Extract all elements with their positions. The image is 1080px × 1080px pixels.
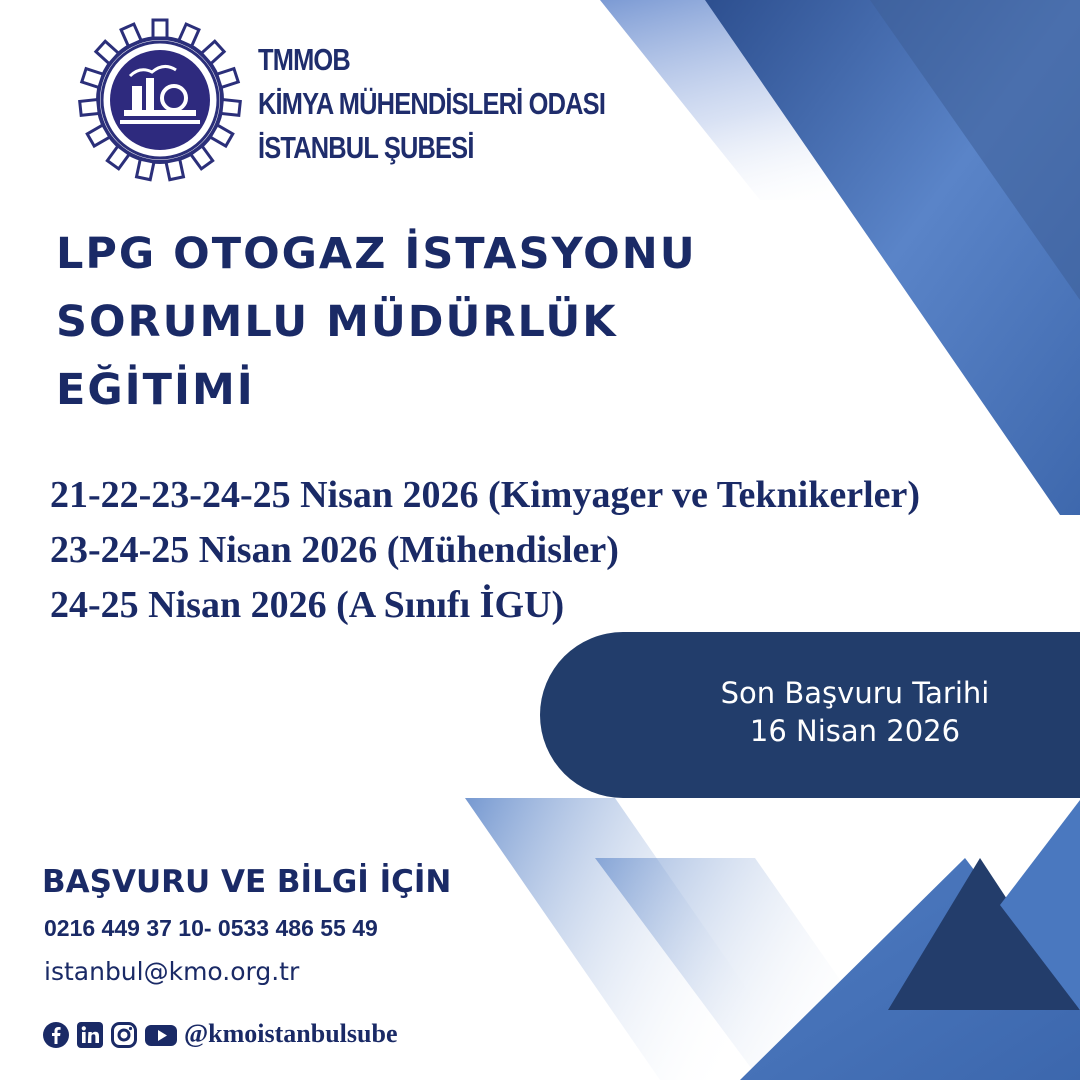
- date-line: 23-24-25 Nisan 2026 (Mühendisler): [50, 529, 619, 571]
- chamber-gear-logo-icon: [78, 18, 242, 182]
- facebook-icon[interactable]: [42, 1021, 70, 1049]
- social-handle[interactable]: @kmoistanbulsube: [184, 1019, 398, 1048]
- org-line-3: İSTANBUL ŞUBESİ: [258, 130, 474, 165]
- date-line: 21-22-23-24-25 Nisan 2026 (Kimyager ve Teknikerler): [50, 474, 921, 516]
- phone-numbers: 0216 449 37 10- 0533 486 55 49: [44, 915, 378, 941]
- contact-heading: BAŞVURU VE BİLGİ İÇİN: [42, 864, 452, 900]
- instagram-icon[interactable]: [110, 1021, 138, 1049]
- deadline-label: Son Başvuru Tarihi: [720, 676, 990, 710]
- youtube-icon[interactable]: [144, 1021, 178, 1049]
- social-icons: [42, 1018, 184, 1052]
- page-title: [56, 220, 697, 424]
- title-line-3: EĞİTİMİ: [56, 365, 255, 415]
- date-line: 24-25 Nisan 2026 (A Sınıfı İGU): [50, 584, 565, 626]
- title-line-2: SORUMLU MÜDÜRLÜK: [56, 297, 618, 347]
- org-line-1: TMMOB: [258, 42, 350, 77]
- organization-name: [258, 38, 605, 170]
- training-dates: [50, 468, 920, 633]
- email-address[interactable]: istanbul@kmo.org.tr: [44, 957, 300, 986]
- deadline-date: 16 Nisan 2026: [749, 714, 961, 748]
- deadline-text: [700, 674, 1010, 750]
- org-line-2: KİMYA MÜHENDİSLERİ ODASI: [258, 86, 606, 121]
- linkedin-icon[interactable]: [76, 1021, 104, 1049]
- title-line-1: LPG OTOGAZ İSTASYONU: [56, 229, 697, 279]
